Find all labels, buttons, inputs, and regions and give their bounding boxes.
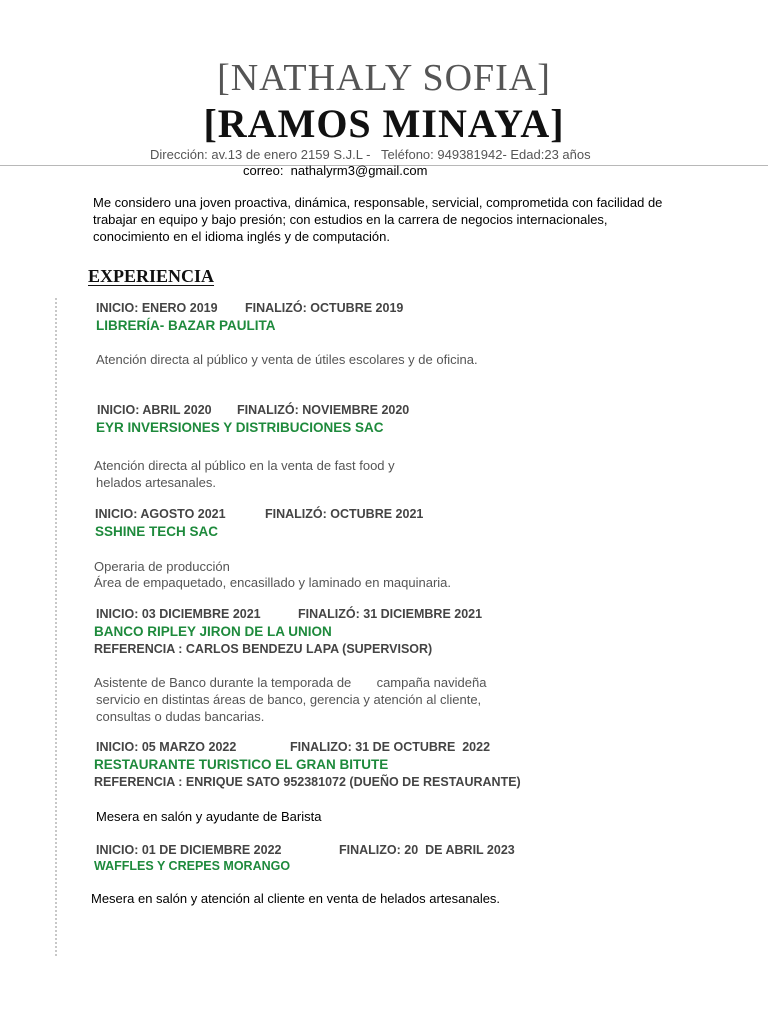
job-description: Atención directa al público y venta de útiles escolares y de oficina. — [96, 352, 478, 367]
job-start-date: INICIO: AGOSTO 2021 — [95, 507, 226, 521]
job-description: Área de empaquetado, encasillado y laminado en maquinaria. — [94, 575, 452, 590]
contact-email: correo: nathalyrm3@gmail.com — [243, 163, 428, 178]
job-start-date: INICIO: 03 DICIEMBRE 2021 — [96, 607, 261, 621]
last-name: [RAMOS MINAYA] — [203, 101, 565, 146]
job-company: SSHINE TECH SAC — [95, 524, 219, 539]
job-start-date: INICIO: ENERO 2019 — [96, 301, 218, 315]
job-company: EYR INVERSIONES Y DISTRIBUCIONES SAC — [96, 420, 384, 435]
job-reference: REFERENCIA : ENRIQUE SATO 952381072 (DUEÑO DE RESTAURANTE) — [94, 775, 521, 789]
first-name: [NATHALY SOFIA] — [217, 57, 551, 99]
job-description: Atención directa al público en la venta de fast food y — [94, 458, 395, 473]
job-end-date: FINALIZO: 20 DE ABRIL 2023 — [339, 843, 515, 857]
job-description: servicio en distintas áreas de banco, gerencia y atención al cliente, — [96, 692, 482, 707]
job-description: Operaria de producción — [94, 559, 230, 574]
job-start-date: INICIO: 05 MARZO 2022 — [96, 740, 237, 754]
job-company: LIBRERÍA- BAZAR PAULITA — [96, 318, 276, 333]
job-company: RESTAURANTE TURISTICO EL GRAN BITUTE — [94, 757, 389, 772]
job-description: Mesera en salón y atención al cliente en venta de helados artesanales. — [91, 891, 501, 906]
job-company: WAFFLES Y CREPES MORANGO — [94, 859, 291, 873]
job-description: Mesera en salón y ayudante de Barista — [96, 809, 322, 824]
summary-line: conocimiento en el idioma inglés y de computación. — [93, 229, 391, 244]
job-description: helados artesanales. — [96, 475, 216, 490]
timeline-dotted-line — [55, 298, 57, 956]
contact-address-phone-age: Dirección: av.13 de enero 2159 S.J.L - Teléfono: 949381942- Edad:23 años — [150, 147, 591, 162]
job-end-date: FINALIZÓ: 31 DICIEMBRE 2021 — [298, 607, 483, 621]
job-end-date: FINALIZÓ: OCTUBRE 2021 — [265, 507, 424, 521]
job-reference: REFERENCIA : CARLOS BENDEZU LAPA (SUPERVISOR) — [94, 642, 433, 656]
experience-section-title: EXPERIENCIA — [88, 266, 215, 286]
job-end-date: FINALIZO: 31 DE OCTUBRE 2022 — [290, 740, 491, 754]
job-description: consultas o dudas bancarias. — [96, 709, 265, 724]
summary-line: trabajar en equipo y bajo presión; con estudios en la carrera de negocios internacionales, — [93, 212, 608, 227]
job-start-date: INICIO: 01 DE DICIEMBRE 2022 — [96, 843, 282, 857]
profile-summary — [93, 194, 693, 245]
job-start-date: INICIO: ABRIL 2020 — [97, 403, 212, 417]
job-description: Asistente de Banco durante la temporada de campaña navideña — [94, 675, 487, 690]
job-company: BANCO RIPLEY JIRON DE LA UNION — [94, 624, 332, 639]
job-end-date: FINALIZÓ: NOVIEMBRE 2020 — [237, 403, 410, 417]
job-end-date: FINALIZÓ: OCTUBRE 2019 — [245, 301, 404, 315]
summary-line: Me considero una joven proactiva, dinámica, responsable, servicial, comprometida con facilidad de — [93, 195, 663, 210]
